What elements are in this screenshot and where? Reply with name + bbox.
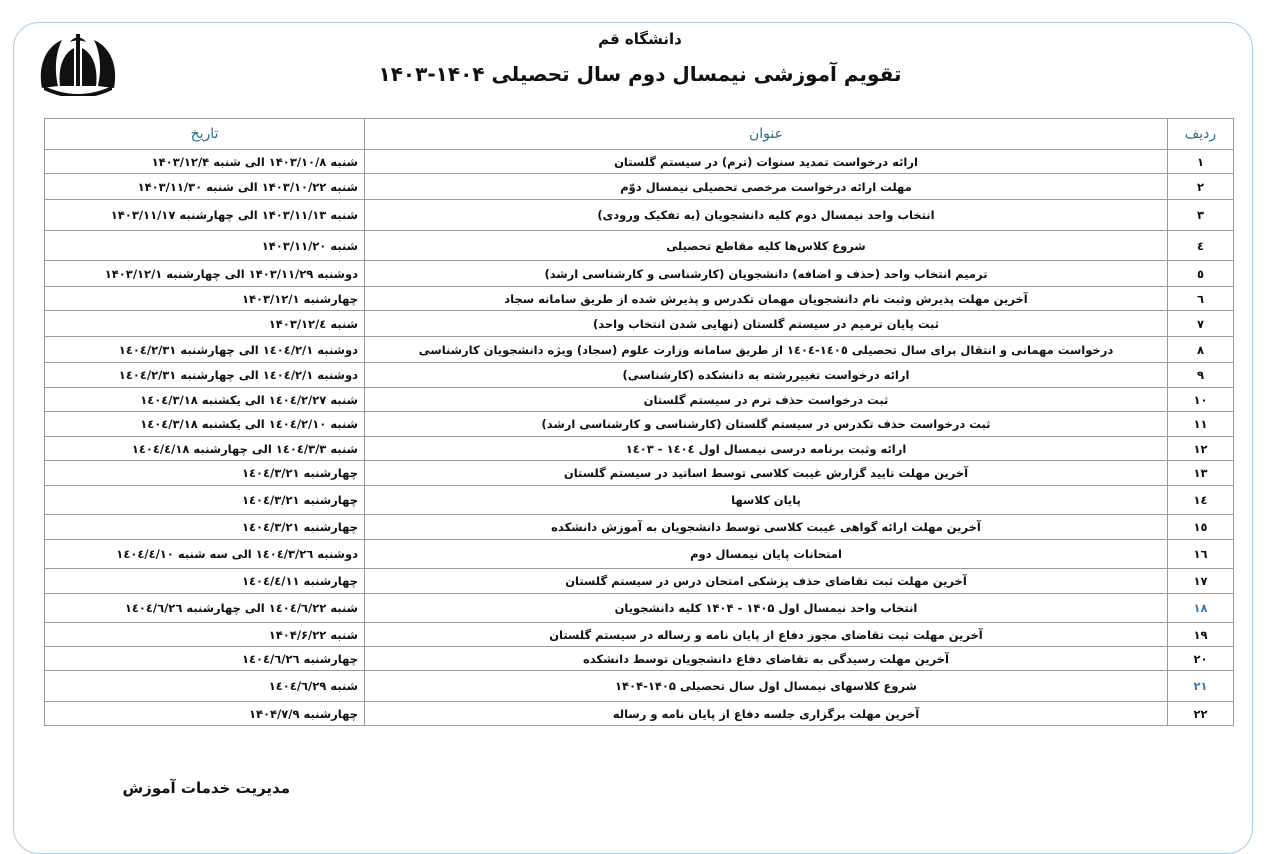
table-row [45, 200, 1234, 231]
row-date: شنبه ۱٤۰٤/۲/۲۷ الی یکشنبه ۱٤۰٤/۳/۱۸ [45, 388, 365, 412]
row-date: چهارشنبه ۱٤۰٤/۳/۲۱ [45, 486, 365, 515]
table-row [45, 261, 1234, 287]
row-number: ۱۹ [1168, 623, 1234, 647]
row-date: دوشنبه ۱٤۰٤/۲/۱ الی چهارشنبه ۱٤۰٤/۲/۳۱ [45, 363, 365, 388]
row-date: چهارشنبه ۱٤۰٤/۳/۲۱ [45, 515, 365, 540]
row-title: امتحانات پایان نیمسال دوم [365, 540, 1168, 569]
table-row [45, 671, 1234, 702]
table-row [45, 174, 1234, 200]
header-date: تاریخ [45, 119, 365, 150]
table-row [45, 231, 1234, 261]
table-row [45, 702, 1234, 726]
row-title: مهلت ارائه درخواست مرخصی تحصیلی نیمسال دوّم [365, 174, 1168, 200]
header-row-number: ردیف [1168, 119, 1234, 150]
row-date: چهارشنبه ۱٤۰٤/۳/۲۱ [45, 461, 365, 486]
row-title: شروع کلاس‌ها کلیه مقاطع تحصیلی [365, 231, 1168, 261]
row-number: ۱۲ [1168, 437, 1234, 461]
row-number: ۷ [1168, 311, 1234, 337]
table-row [45, 461, 1234, 486]
row-date: شنبه ۱٤۰٤/۳/۳ الی چهارشنبه ۱٤۰٤/٤/۱۸ [45, 437, 365, 461]
row-number: ۳ [1168, 200, 1234, 231]
row-date: شنبه ۱۴۰۳/۱۲/٤ [45, 311, 365, 337]
row-number: ٤ [1168, 231, 1234, 261]
row-title: درخواست مهمانی و انتقال برای سال تحصیلی ۱٤۰٥-۱٤۰٤ از طریق سامانه وزارت علوم (سجاد) ویژه دانشجویان کارشناسی [365, 337, 1168, 363]
table-row [45, 287, 1234, 311]
table-row [45, 363, 1234, 388]
row-title: شروع کلاسهای نیمسال اول سال تحصیلی ۱۴۰۵-۱۴۰۴ [365, 671, 1168, 702]
row-title: ثبت درخواست حذف تکدرس در سیستم گلستان (کارشناسی و کارشناسی ارشد) [365, 412, 1168, 437]
table-header-row [45, 119, 1234, 150]
row-date: شنبه ۱۴۰۴/۶/۲۲ [45, 623, 365, 647]
row-number: ۱۸ [1168, 594, 1234, 623]
row-date: چهارشنبه ۱۴۰۴/۷/۹ [45, 702, 365, 726]
academic-calendar-table [44, 118, 1234, 726]
row-title: آخرین مهلت رسیدگی به تقاضای دفاع دانشجویان توسط دانشکده [365, 647, 1168, 671]
row-number: ۲۲ [1168, 702, 1234, 726]
row-number: ۱٦ [1168, 540, 1234, 569]
row-date: دوشنبه ۱٤۰٤/۳/۲٦ الی سه شنبه ۱٤۰٤/٤/۱۰ [45, 540, 365, 569]
university-logo [36, 30, 120, 96]
row-title: آخرین مهلت ثبت تقاضای حذف پزشکی امتحان درس در سیستم گلستان [365, 569, 1168, 594]
row-number: ٦ [1168, 287, 1234, 311]
row-date: شنبه ۱٤۰٤/۲/۱۰ الی یکشنبه ۱٤۰٤/۳/۱۸ [45, 412, 365, 437]
row-title: انتخاب واحد نیمسال دوم کلیه دانشجویان (به تفکیک ورودی) [365, 200, 1168, 231]
row-date: شنبه ۱٤۰٤/٦/۲۹ [45, 671, 365, 702]
row-date: دوشنبه ۱٤۰٤/۲/۱ الی چهارشنبه ۱٤۰٤/۲/۳۱ [45, 337, 365, 363]
row-number: ۱۳ [1168, 461, 1234, 486]
row-title: آخرین مهلت تایید گزارش غیبت کلاسی توسط اساتید در سیستم گلستان [365, 461, 1168, 486]
table-row [45, 515, 1234, 540]
row-number: ۲۱ [1168, 671, 1234, 702]
row-title: ثبت پایان ترمیم در سیستم گلستان (نهایی شدن انتخاب واحد) [365, 311, 1168, 337]
footer-signature: مدیریت خدمات آموزش [122, 779, 290, 797]
table-row [45, 647, 1234, 671]
row-date: چهارشنبه ۱۴۰۳/۱۲/۱ [45, 287, 365, 311]
row-number: ٥ [1168, 261, 1234, 287]
row-date: شنبه ۱۴۰۳/۱۱/۱۳ الی چهارشنبه ۱۴۰۳/۱۱/۱۷ [45, 200, 365, 231]
table-row [45, 311, 1234, 337]
row-title: ترمیم انتخاب واحد (حذف و اضافه) دانشجویان (کارشناسی و کارشناسی ارشد) [365, 261, 1168, 287]
table-row [45, 486, 1234, 515]
table-body [45, 150, 1234, 726]
row-number: ۲ [1168, 174, 1234, 200]
table-row [45, 150, 1234, 174]
row-title: ثبت درخواست حذف ترم در سیستم گلستان [365, 388, 1168, 412]
row-date: دوشنبه ۱۴۰۳/۱۱/۲۹ الی چهارشنبه ۱۴۰۳/۱۲/۱ [45, 261, 365, 287]
table-row [45, 337, 1234, 363]
row-title: پایان کلاسها [365, 486, 1168, 515]
row-date: شنبه ۱۴۰۳/۱۰/۸ الی شنبه ۱۴۰۳/۱۲/۴ [45, 150, 365, 174]
row-title: ارائه وثبت برنامه درسی نیمسال اول ۱٤۰٤ - ۱٤۰۳ [365, 437, 1168, 461]
row-number: ۱٤ [1168, 486, 1234, 515]
table-row [45, 412, 1234, 437]
table-row [45, 594, 1234, 623]
row-title: آخرین مهلت پذیرش وثبت نام دانشجویان مهمان تکدرس و پذیرش شده از طریق سامانه سجاد [365, 287, 1168, 311]
row-title: ارائه درخواست تغییررشته به دانشکده (کارشناسی) [365, 363, 1168, 388]
row-title: ارائه درخواست تمدید سنوات (ترم) در سیستم گلستان [365, 150, 1168, 174]
row-date: شنبه ۱۴۰۳/۱۰/۲۲ الی شنبه ۱۴۰۳/۱۱/۳۰ [45, 174, 365, 200]
calendar-title: تقویم آموزشی نیمسال دوم سال تحصیلی ۱۴۰۴-۱۴۰۳ [378, 62, 902, 86]
header-title: عنوان [365, 119, 1168, 150]
table-row [45, 437, 1234, 461]
row-number: ۱ [1168, 150, 1234, 174]
table-row [45, 540, 1234, 569]
row-number: ۲۰ [1168, 647, 1234, 671]
row-date: چهارشنبه ۱٤۰٤/٤/۱۱ [45, 569, 365, 594]
row-title: آخرین مهلت برگزاری جلسه دفاع از پایان نامه و رساله [365, 702, 1168, 726]
row-number: ۱۰ [1168, 388, 1234, 412]
row-title: آخرین مهلت ثبت تقاضای مجوز دفاع از پایان نامه و رساله در سیستم گلستان [365, 623, 1168, 647]
row-date: شنبه ۱۴۰۳/۱۱/۲۰ [45, 231, 365, 261]
row-number: ۸ [1168, 337, 1234, 363]
table-row [45, 623, 1234, 647]
row-number: ۱٥ [1168, 515, 1234, 540]
row-title: آخرین مهلت ارائه گواهی غیبت کلاسی توسط دانشجویان به آموزش دانشکده [365, 515, 1168, 540]
table-row [45, 388, 1234, 412]
row-number: ۱۱ [1168, 412, 1234, 437]
university-name: دانشگاه قم [598, 30, 682, 48]
row-date: شنبه ۱٤۰٤/٦/۲۲ الی چهارشنبه ۱٤۰٤/٦/۲٦ [45, 594, 365, 623]
row-title: انتخاب واحد نیمسال اول ۱۴۰۵ - ۱۴۰۴ کلیه دانشجویان [365, 594, 1168, 623]
row-date: چهارشنبه ۱٤۰٤/٦/۲٦ [45, 647, 365, 671]
table-row [45, 569, 1234, 594]
row-number: ۹ [1168, 363, 1234, 388]
row-number: ۱۷ [1168, 569, 1234, 594]
